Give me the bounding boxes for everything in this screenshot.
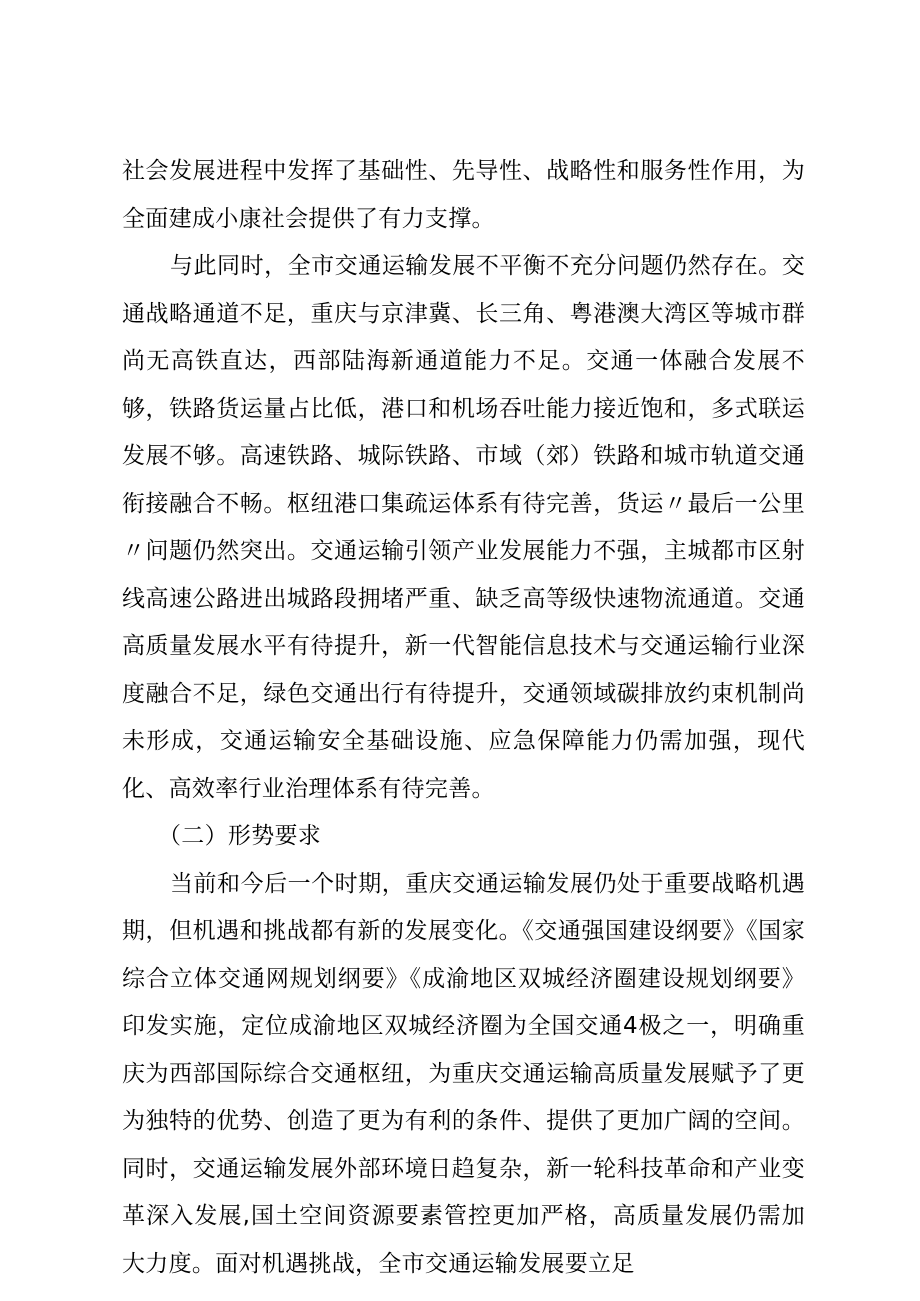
document-body: [122, 148, 805, 1288]
paragraph-continuation: 社会发展进程中发挥了基础性、先导性、战略性和服务性作用，为全面建成小康社会提供了有力支撑。: [122, 158, 805, 232]
paragraph-current-problems: 与此同时，全市交通运输发展不平衡不充分问题仍然存在。交通战略通道不足，重庆与京津冀、长三角、粤港澳大湾区等城市群尚无高铁直达，西部陆海新通道能力不足。交通一体融合发展不够，铁路货运量占比低，港口和机场吞吐能力接近饱和，多式联运发展不够。高速铁路、城际铁路、市域（郊）铁路和城市轨道交通衔接融合不畅。枢纽港口集疏运体系有待完善，货运〃最后一公里〃问题仍然突出。交通运输引领产业发展能力不强，主城都市区射线高速公路进出城路段拥堵严重、缺乏高等级快速物流通道。交通高质量发展水平有待提升，新一代智能信息技术与交通运输行业深度融合不足，绿色交通出行有待提升，交通领域碳排放约束机制尚未形成，交通运输安全基础设施、应急保障能力仍需加强，现代化、高效率行业治理体系有待完善。: [122, 253, 805, 802]
section-heading-situation-requirements: （二）形势要求: [158, 823, 322, 849]
paragraph-situation-requirements: 当前和今后一个时期，重庆交通运输发展仍处于重要战略机遇期，但机遇和挑战都有新的发展变化。《交通强国建设纲要》《国家综合立体交通网规划纲要》《成渝地区双城经济圈建设规划纲要》印发实施，定位成渝地区双城经济圈为全国交通4极之一，明确重庆为西部国际综合交通枢纽，为重庆交通运输高质量发展赋予了更为独特的优势、创造了更为有利的条件、提供了更加广阔的空间。同时，交通运输发展外部环境日趋复杂，新一轮科技革命和产业变革深入发展,国土空间资源要素管控更加严格，高质量发展仍需加大力度。面对机遇挑战，全市交通运输发展要立足: [122, 870, 805, 1277]
